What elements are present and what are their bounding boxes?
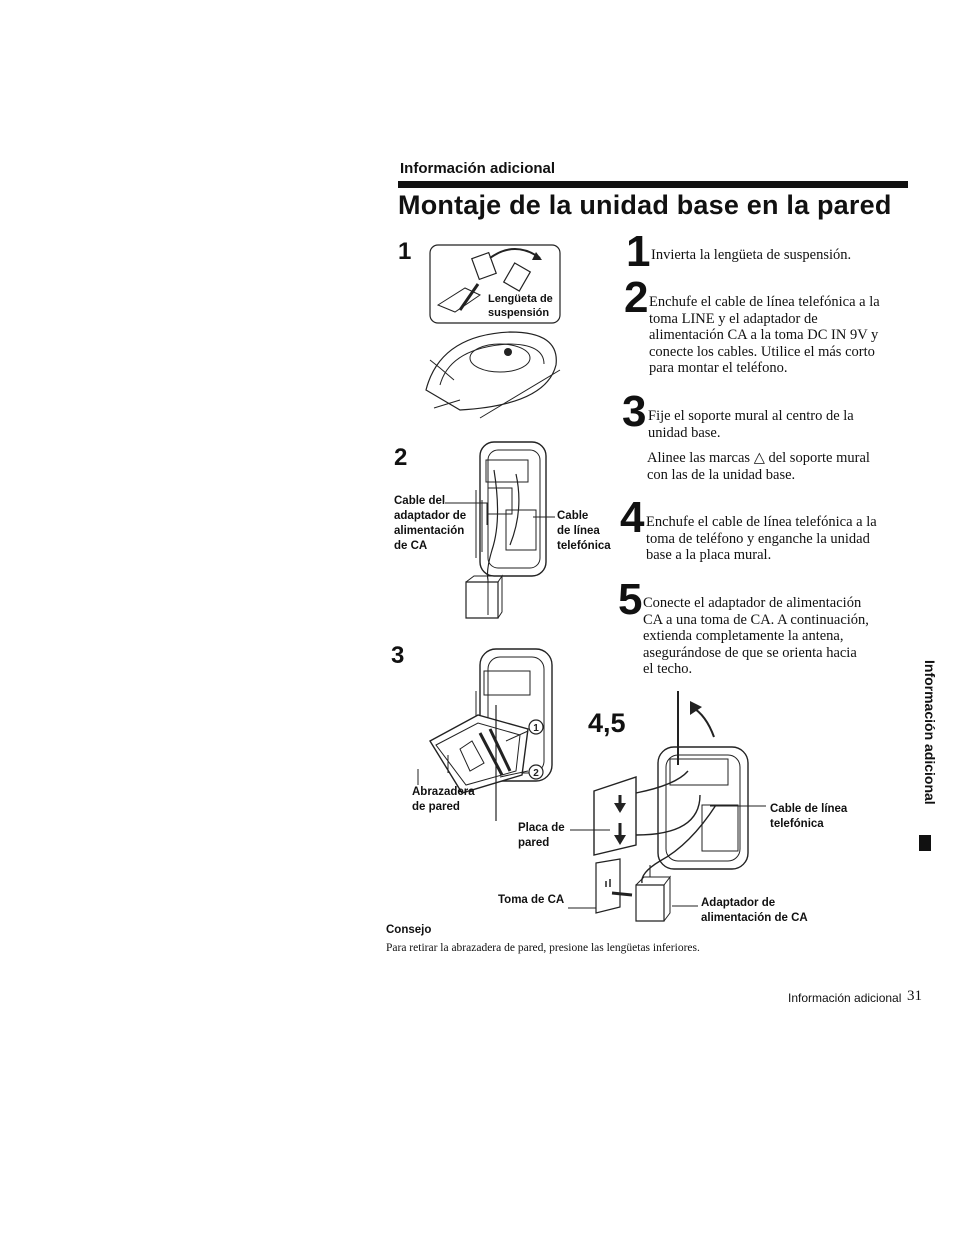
figure-2-number: 2 <box>394 444 408 471</box>
step-5-number: 5 <box>618 575 643 624</box>
step-4-text: Enchufe el cable de línea telefónica a la toma de teléfono y enganche la unidad base a la placa mural. <box>646 514 877 563</box>
step-3-number: 3 <box>622 387 647 436</box>
figure-3-number: 3 <box>391 642 405 669</box>
footer-section-label: Información adicional <box>788 991 902 1005</box>
figure-45-callout-ac-outlet: Toma de CA <box>498 894 565 906</box>
side-tab-marker <box>919 835 931 851</box>
step-2-number: 2 <box>624 273 649 322</box>
figure-45-callout-ac-adaptor: Adaptador de alimentación de CA <box>701 897 808 924</box>
step-1-number: 1 <box>626 227 651 276</box>
page-number: 31 <box>907 988 922 1004</box>
step-5-text: Conecte el adaptador de alimentación CA a una toma de CA. A continuación, extienda completamente la antena, asegurándose de que se orienta hacia el techo. <box>643 595 869 677</box>
side-tab-label: Información adicional <box>922 660 938 805</box>
figure-45-callout-line-cable: Cable de línea telefónica <box>770 803 848 830</box>
figure-2-callout-right: Cable de línea telefónica <box>557 510 611 552</box>
tip-body: Para retirar la abrazadera de pared, presione las lengüetas inferiores. <box>386 942 700 954</box>
svg-text:1: 1 <box>533 723 539 734</box>
figure-2-callout-left: Cable del adaptador de alimentación de CA <box>394 495 467 552</box>
figure-1-number: 1 <box>398 238 412 265</box>
step-1-text: Invierta la lengüeta de suspensión. <box>651 247 852 263</box>
step-4-number: 4 <box>620 493 645 542</box>
figure-45-callout-wall-plate: Placa de pared <box>518 822 565 849</box>
step-2-text: Enchufe el cable de línea telefónica a la toma LINE y el adaptador de alimentación CA a la toma DC IN 9V y conecte los cables. Utilice el más corto para montar el teléfono. <box>649 294 880 376</box>
title-rule <box>398 181 908 188</box>
figure-3-callout: Abrazadera de pared <box>412 786 475 813</box>
step-3-text: Fije el soporte mural al centro de la unidad base. <box>648 408 854 441</box>
section-label: Información adicional <box>400 160 556 177</box>
figure-45-number: 4,5 <box>588 708 626 738</box>
step-3-extra: Alinee las marcas △ del soporte mural con las de la unidad base. <box>647 450 870 483</box>
figure-1-illustration <box>420 240 580 420</box>
tip-title: Consejo <box>386 924 432 936</box>
page-title: Montaje de la unidad base en la pared <box>398 190 892 220</box>
svg-text:2: 2 <box>533 768 539 779</box>
figure-1-callout: Lengüeta de suspensión <box>488 293 553 319</box>
